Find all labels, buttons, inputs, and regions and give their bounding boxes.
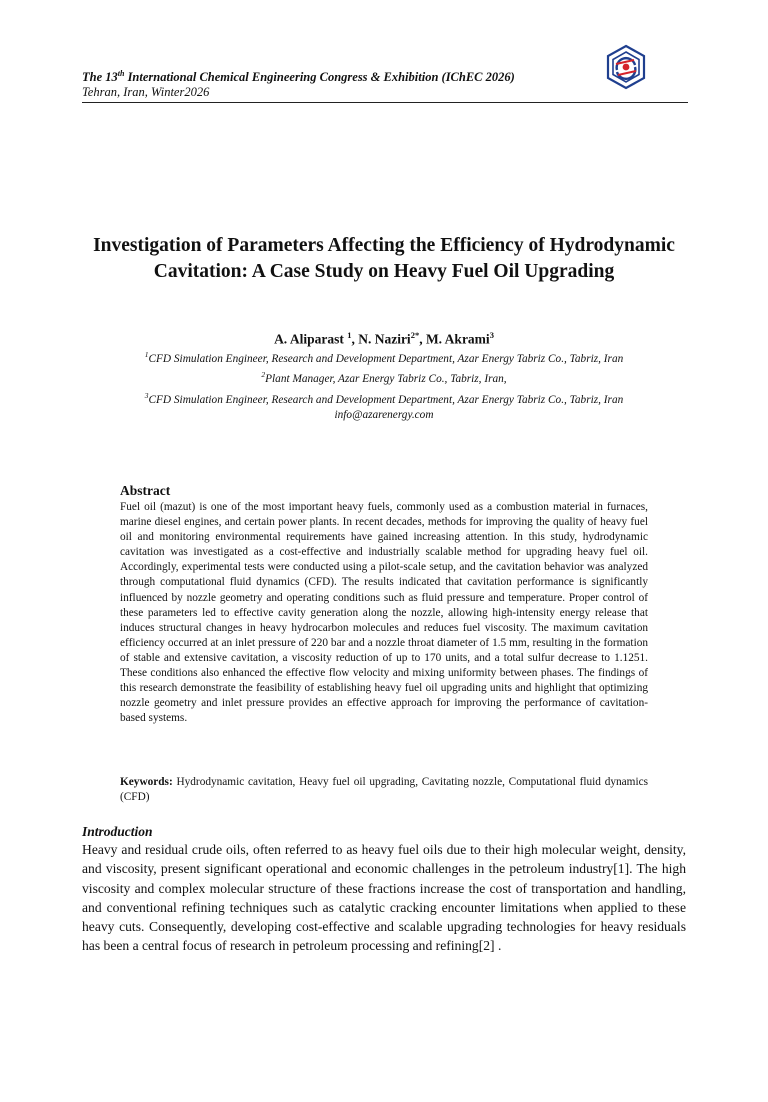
affiliation-text: CFD Simulation Engineer, Research and Development Department, Azar Energy Tabriz Co., Tabriz, Iran [148,352,624,365]
author-list [84,327,684,348]
keywords-paragraph [120,775,648,805]
keywords-text: Hydrodynamic cavitation, Heavy fuel oil upgrading, Cavitating nozzle, Computational fluid dynamics (CFD) [120,776,648,803]
affiliation-text: Plant Manager, Azar Energy Tabriz Co., Tabriz, Iran, [265,373,507,386]
author-separator: , [351,331,359,347]
affiliation-text: CFD Simulation Engineer, Research and Development Department, Azar Energy Tabriz Co., Tabriz, Iran [148,393,624,406]
author-name: M. Akrami [425,331,490,347]
ichec-logo-icon [604,44,648,92]
affiliation-line [84,388,684,408]
affiliation-marker: 2 [261,370,266,380]
affiliation-line [84,347,684,367]
author-separator: , [419,331,426,347]
conference-ordinal-suffix: th [117,69,125,78]
author-affiliation-marker: 3 [489,330,494,340]
author-name: A. Aliparast [274,331,348,347]
affiliation-list [84,347,684,423]
abstract-heading: Abstract [120,483,171,498]
affiliation-line [84,367,684,387]
introduction-body: Heavy and residual crude oils, often referred to as heavy fuel oils due to their high molecular weight, density, and viscosity, present significant operational and economic challenges in the petroleum industry[1]. The high viscosity and complex molecular structure of these fractions increase the cost of transportation and handling, and conventional refining techniques such as catalytic cracking encounter limitations when applied to these heavy cuts. Consequently, developing cost-effective and scalable upgrading technologies for heavy residuals has been a central focus of research in petroleum processing and refining[2] . [82,842,686,954]
conference-prefix: The 13 [82,70,118,85]
introduction-heading: Introduction [82,824,153,839]
affiliation-marker: 3 [144,390,149,400]
conference-title [82,66,688,85]
abstract-body: Fuel oil (mazut) is one of the most important heavy fuels, commonly used as a combustion material in furnaces, marine diesel engines, and certain power plants. In recent decades, methods for improving the quality of heavy fuel oil and monitoring environmental requirements have gained increasing attention. In this study, hydrodynamic cavitation was investigated as a cost-effective and industrially scalable method for upgrading heavy fuel oil. Accordingly, experimental tests were conducted using a pilot-scale setup, and the cavitation behavior was analyzed through computational fluid dynamics (CFD). The results indicated that cavitation performance is significantly influenced by nozzle geometry and operating conditions such as fluid pressure and temperature. Proper control of these parameters led to effective cavity generation along the nozzle, allowing high-intensity energy release that induces structural changes in heavy hydrocarbon molecules and reduces fuel viscosity. The maximum cavitation efficiency occurred at an inlet pressure of 220 bar and a nozzle throat diameter of 1.5 mm, resulting in the formation of stable and extensive cavitation, a viscosity reduction of up to 170 units, and a total sulfur decrease to 1.1251. These conditions also enhanced the effective flow velocity and mixing uniformity between phases. The findings of this research demonstrate the feasibility of establishing heavy fuel oil upgrading units and highlight that optimizing nozzle geometry and inlet pressure provides an effective approach for improving the performance of cavitation-based systems. [120,501,648,725]
paper-title: Investigation of Parameters Affecting the Efficiency of Hydrodynamic Cavitation: A Case Study on Heavy Fuel Oil Upgrading [93,235,675,282]
author-affiliation-marker: 1 [347,330,352,340]
author-name: N. Naziri [358,331,411,347]
author-affiliation-marker: 2* [410,330,420,340]
contact-email: info@azarenergy.com [334,408,434,421]
conference-header [82,66,688,103]
keywords-label: Keywords: [120,776,173,788]
conference-location: Tehran, Iran, Winter2026 [82,85,210,100]
affiliation-marker: 1 [144,350,149,359]
conference-name: International Chemical Engineering Congress & Exhibition (IChEC 2026) [124,70,515,85]
